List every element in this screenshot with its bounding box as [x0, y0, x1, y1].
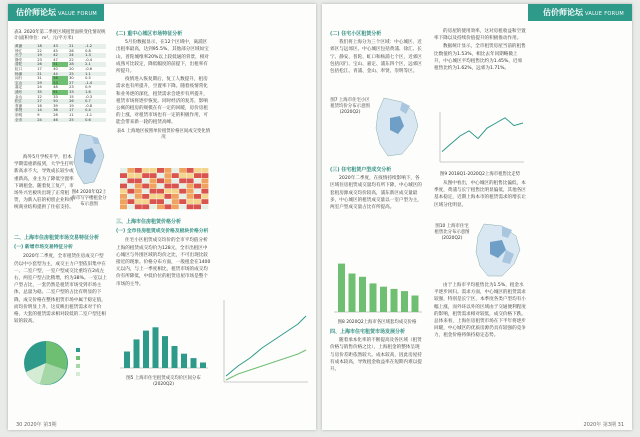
table-cell: 崇明	[15, 112, 23, 117]
heatmap-cell	[179, 204, 186, 209]
table-cell: 17	[68, 108, 84, 113]
heatmap-cell	[157, 199, 164, 204]
heatmap-cell	[187, 194, 194, 199]
table-cell: 0.4	[84, 108, 106, 113]
fig10-caption: 图10 上海市住宅租售比分布示意图(2020Q2)	[434, 224, 470, 241]
right-column-1	[330, 28, 424, 76]
bar	[359, 277, 366, 312]
table-cell: 35	[36, 90, 52, 95]
fig7-caption-box	[330, 96, 370, 118]
heatmap-cell	[164, 184, 171, 189]
shanghai-map-fig7	[372, 96, 424, 158]
table3-caption: 表3. 2020年第二季度区域租赁面积变化情况统计(面积单位：m²、元/平方米)	[14, 30, 106, 41]
pie-chart-fig	[16, 334, 106, 392]
fig10-caption-box	[434, 222, 470, 244]
heatmap-cell	[187, 204, 194, 209]
heatmap-cell	[179, 168, 186, 173]
table-cell: 23	[37, 57, 42, 62]
heatmap-cell	[179, 199, 186, 204]
heatmap-cell	[120, 173, 127, 178]
section-heading: 三、上海市住房租赁价格分析	[116, 219, 182, 225]
table-cell: 21	[68, 44, 84, 49]
section-heading: 四、上海市住宅租赁市场发展分析	[330, 329, 406, 335]
table-cell: 杨浦	[14, 72, 36, 77]
bar	[181, 354, 187, 368]
table-cell: 9	[37, 112, 40, 117]
table-cell: 36	[52, 108, 68, 113]
table-cell: 25	[68, 118, 84, 123]
heatmap-cell	[120, 204, 127, 209]
table-cell: 长宁	[14, 53, 36, 58]
paragraph: 住宅小区租赁成交均价的全市平均值分析上海的租赁成交均价为128元，全市出租区中心城区与外围区域的均价之比，不可出现比较接近的现象。价格分布方面，一般租金在1400元以内，与上一季度相比，租赁市场的成交均价有所降低，中低价位的租赁房屋市场是整个市场的主导。	[116, 238, 211, 287]
heatmap-cell	[157, 204, 164, 209]
heatmap-cell	[120, 178, 127, 183]
line-chart-fig9	[434, 108, 526, 168]
table-cell: 18	[36, 44, 52, 49]
table-cell: 全市	[14, 118, 36, 123]
table-cell: 46	[52, 118, 68, 123]
heatmap-cell	[157, 189, 164, 194]
table-cell: 20	[69, 66, 74, 71]
table-cell: 金山	[15, 94, 23, 99]
heatmap-cell	[164, 194, 171, 199]
heatmap-cell	[194, 189, 201, 194]
table-cell: 0.8	[85, 48, 91, 53]
bar	[143, 331, 149, 368]
table-cell: -0.6	[85, 66, 93, 71]
band-title: 估价师论坛	[542, 8, 583, 17]
left-header-band	[8, 4, 104, 21]
paragraph: 由于上海市平均租售比为1.5%，租金水平逐步回归。需求方面，中心城区的租赁需求较强，特别是长宁区，本季度各类户型均有小幅上涨，而外环以外的区域由于交通便利程度的影响，租赁需求相对较低，成交价格下跌。总体来看，上海住房租赁市场在下半年将逐步回暖，中心城区的优质房源仍具有较强的竞争力，租金价格将保持稳定态势。	[434, 283, 526, 339]
heatmap-cell	[150, 199, 157, 204]
heatmap-cell	[142, 178, 149, 183]
heatmap-cell	[164, 204, 171, 209]
table-cell: 16	[37, 103, 42, 108]
right-column-2	[434, 28, 526, 73]
heatmap-cell	[201, 199, 208, 204]
table-cell: 11	[69, 112, 74, 117]
heatmap-cell	[142, 189, 149, 194]
heatmap-cell	[194, 199, 201, 204]
heatmap-cell	[164, 178, 171, 183]
heatmap-cell	[179, 189, 186, 194]
band-subtitle: VALUE FORUM	[58, 11, 98, 17]
heatmap-cell	[135, 194, 142, 199]
table-cell: 28	[68, 62, 84, 67]
table-cell: 青浦	[15, 103, 23, 108]
fig4-caption: 图4 2020年Q2上海市写字楼租金分布示意图	[71, 190, 107, 207]
heatmap-fig5	[116, 166, 211, 212]
table-cell: 0.7	[84, 99, 106, 104]
heatmap-cell	[142, 204, 149, 209]
table-cell: -0.4	[85, 57, 93, 62]
heatmap-cell	[150, 204, 157, 209]
table-cell: 25	[68, 72, 84, 77]
left-column-2	[116, 28, 211, 143]
table-cell: 45	[53, 48, 58, 53]
right-column-2-mid	[434, 170, 526, 210]
fig5-caption: 表4. 上海地区按照单价租赁价格区间成交变化情况	[116, 128, 211, 140]
section-heading: 二、上海市住房租赁市场交易特征分析	[14, 235, 100, 241]
table-cell: 19	[36, 53, 52, 58]
table-cell: 徐汇	[15, 48, 23, 53]
heatmap-cell	[142, 168, 149, 173]
table-cell: 1.1	[84, 72, 106, 77]
table-cell: 14	[36, 108, 52, 113]
heatmap-cell	[164, 199, 171, 204]
bar-chart-fig8	[330, 256, 424, 318]
paragraph: 2020年二季度，全市租赁住房成交户型仍以中小套型为主，成交主力户型依旧集中在一、二室户型，一室户型成交比重均在2成左右，两室户型占比稍增，约为38%。一室以上户型占比，一套仍然是租赁市场受到市场主体，总量为稳。二室户型的占比有明显的下降，成交价格在整体租赁市场中属于稳定值，而均价明显上升，这反映出租赁需求对于价格，大套的租赁需求相对较低的二室户型还相较的较高。	[14, 254, 107, 325]
fig4-caption-box	[70, 188, 108, 210]
left-column-1	[14, 28, 106, 122]
heatmap-cell	[157, 178, 164, 183]
heatmap-cell	[142, 199, 149, 204]
table-cell: 50	[52, 99, 68, 104]
table-cell: 2.1	[84, 62, 106, 67]
heatmap-cell	[187, 178, 194, 183]
table-cell: 静安	[15, 57, 23, 62]
rent-table	[14, 44, 106, 122]
subsection-heading: (一) 新增市场交易特征分析	[14, 245, 73, 251]
paragraph: 数据统计显示，全市租赁房屋当前的租售比数值约为1.53%，相比去年同期略微上升，中心城区平均租售比约为1.45%，近郊租售比约为1.62%，远郊为1.71%。	[434, 44, 526, 72]
bar	[401, 291, 408, 312]
heatmap-cell	[172, 178, 179, 183]
left-column-1-lower	[14, 232, 108, 326]
paragraph: 我们将上海分为三个区域：中心城区、近郊区与远郊区。中心城区包括黄浦、徐汇、长宁、静安、普陀、虹口和杨浦七个区，近郊区包括闵行、宝山、嘉定、浦东四个区，远郊区包括松江、青浦、金山、奉贤、崇明等区。	[330, 40, 422, 75]
page-number-right: 2020年 第3期 31	[583, 422, 624, 428]
left-column-2-lower	[116, 216, 211, 289]
table-cell: 48	[53, 85, 58, 90]
heatmap-cell	[127, 184, 134, 189]
heatmap-cell	[187, 189, 194, 194]
table-cell: 21	[36, 72, 52, 77]
table-cell: 40	[53, 66, 58, 71]
fig6-caption-box	[116, 374, 211, 390]
heatmap-cell	[127, 199, 134, 204]
table-cell: 30	[69, 76, 74, 81]
heatmap-cell	[172, 184, 179, 189]
heatmap-cell	[157, 173, 164, 178]
table-cell: -1.4	[84, 81, 106, 86]
shanghai-map-fig4	[70, 132, 108, 186]
table-cell: 15	[69, 94, 74, 99]
left-page	[8, 4, 316, 430]
heatmap-cell	[194, 194, 201, 199]
fig7-caption: 图7 上海市住宅小区租赁均价分布示意图(2020Q2)	[330, 98, 370, 115]
table-cell: 19	[69, 103, 74, 108]
table-cell: 嘉定	[15, 85, 23, 90]
heatmap-cell	[150, 184, 157, 189]
heatmap-cell	[142, 173, 149, 178]
table-cell: 12	[37, 94, 42, 99]
fig9-caption: 图9 2018Q1-2020Q2上海市租售比走势	[439, 172, 521, 177]
heatmap-cell	[127, 178, 134, 183]
heatmap-cell	[164, 168, 171, 173]
bar	[162, 336, 168, 368]
heatmap-cell	[157, 168, 164, 173]
bar	[200, 363, 206, 369]
table-cell: -1.2	[84, 44, 106, 49]
table-cell: 28	[53, 112, 58, 117]
heatmap-cell	[187, 199, 194, 204]
table-cell: 39	[53, 103, 58, 108]
table-cell: 53	[52, 81, 68, 86]
table-cell: 47	[53, 57, 58, 62]
table-cell: 61	[52, 90, 68, 95]
heatmap-cell	[187, 173, 194, 178]
table-cell: 普陀	[14, 62, 36, 67]
heatmap-cell	[127, 173, 134, 178]
heatmap-cell	[172, 194, 179, 199]
heatmap-cell	[172, 204, 179, 209]
heatmap-cell	[135, 189, 142, 194]
page-number-left: 30 2020年 第3期	[16, 422, 57, 428]
bar	[124, 352, 130, 369]
heatmap-cell	[150, 168, 157, 173]
table-cell: 51	[52, 62, 68, 67]
heatmap-cell	[120, 194, 127, 199]
heatmap-cell	[120, 168, 127, 173]
bar	[172, 346, 178, 368]
table-cell: 松江	[14, 99, 36, 104]
heatmap-cell	[201, 189, 208, 194]
table-cell: 43	[52, 44, 68, 49]
heatmap-cell	[135, 199, 142, 204]
heatmap-cell	[127, 189, 134, 194]
heatmap-cell	[194, 184, 201, 189]
bar	[349, 274, 356, 313]
heatmap-cell	[142, 194, 149, 199]
table-cell: -1.1	[85, 112, 93, 117]
heatmap-cell	[164, 189, 171, 194]
heatmap-cell	[164, 173, 171, 178]
table-cell: 闵行	[15, 76, 23, 81]
band-title: 估价师论坛	[16, 8, 56, 17]
heatmap-cell	[127, 204, 134, 209]
left-column-1-text	[14, 154, 74, 213]
table-cell: 26	[68, 99, 84, 104]
heatmap-cell	[135, 204, 142, 209]
heatmap-cell	[127, 194, 134, 199]
heatmap-cell	[135, 184, 142, 189]
bar	[153, 327, 159, 368]
table-cell: 24	[36, 118, 52, 123]
heatmap-cell	[120, 189, 127, 194]
heatmap-cell	[157, 184, 164, 189]
heatmap-cell	[172, 199, 179, 204]
heatmap-cell	[201, 194, 208, 199]
table-cell: 44	[52, 72, 68, 77]
bar	[191, 358, 197, 368]
bar	[338, 264, 345, 312]
heatmap-cell	[135, 178, 142, 183]
paragraph: 的房屋的使用效率，这对房租收益和空置率下降以及持续价值提升的积极推动作用。	[434, 29, 526, 42]
right-column-1-lower	[330, 164, 424, 212]
bar-chart-fig6	[116, 322, 211, 372]
table-cell: 29	[36, 81, 52, 86]
table-cell: 56	[52, 76, 68, 81]
heatmap-cell	[157, 194, 164, 199]
table-cell: -0.8	[85, 103, 93, 108]
bar	[134, 339, 140, 368]
band-subtitle: VALUE FORUM	[584, 11, 624, 17]
table-cell: 26	[36, 62, 52, 67]
right-column-1-bottom	[330, 318, 424, 374]
heatmap-cell	[187, 168, 194, 173]
table-cell: 42	[52, 53, 68, 58]
paragraph: 5月份数据显示，在12个区域中，离浦区出租率最高，达到95.5%，其他部分区域如宝山、普陀城维率20%以上较低通的背景，相对成熟可比较定，降低幅度的前提下，出租率有所提升。	[116, 40, 209, 75]
heatmap-cell	[150, 189, 157, 194]
heatmap-cell	[150, 194, 157, 199]
bar	[370, 283, 377, 312]
table-cell: 1.3	[84, 53, 106, 58]
table-cell: 24	[37, 85, 42, 90]
scatter-chart	[218, 296, 312, 388]
heatmap-cell	[120, 199, 127, 204]
heatmap-cell	[150, 178, 157, 183]
table-cell: 黄浦	[14, 44, 36, 49]
section-heading: (二) 重中心城区市场特征分析	[116, 31, 183, 37]
heatmap-cell	[179, 194, 186, 199]
fig8-caption: 图8 2020Q2上海市各区域套均成交价格	[337, 320, 417, 325]
heatmap-cell	[179, 178, 186, 183]
table-cell: 22	[37, 48, 42, 53]
right-page	[322, 4, 632, 430]
heatmap-cell	[201, 184, 208, 189]
table-cell: 0.9	[85, 85, 91, 90]
heatmap-cell	[194, 204, 201, 209]
right-header-band	[528, 4, 632, 21]
heatmap-cell	[187, 184, 194, 189]
table-cell: 0.5	[85, 76, 91, 81]
table-cell: 31	[37, 76, 42, 81]
heatmap-cell	[201, 168, 208, 173]
table-cell: 22	[69, 57, 74, 62]
heatmap-cell	[172, 173, 179, 178]
section-heading: (三) 住宅租赁户型成交分析	[330, 167, 392, 173]
table-cell: 33	[53, 94, 58, 99]
heatmap-cell	[194, 173, 201, 178]
table-cell: 宝山	[14, 81, 36, 86]
shanghai-map-fig10	[472, 222, 526, 278]
heatmap-cell	[201, 178, 208, 183]
table-cell: 26	[69, 48, 74, 53]
table-cell: 虹口	[15, 66, 23, 71]
heatmap-cell	[172, 168, 179, 173]
bar	[391, 289, 398, 312]
heatmap-cell	[201, 204, 208, 209]
heatmap-cell	[179, 184, 186, 189]
section-heading: (二) 住宅小区租赁分析	[330, 31, 382, 37]
table-cell: 1.6	[84, 90, 106, 95]
paragraph: 疫情进入恢复期后，复工人数提升，租房需求也有所提升，空置率下降。随着疫情常化和业务逐的深化，租赁需求会逐步有所提升，租赁市场将逐步恢复。同时经济的复苏，影响公寓的租房的规模在有一定的回暖，房价房租的上涨，对租赁市场也有一定的积极作用，可能会带来新一轮的租赁高峰。	[116, 77, 208, 126]
paragraph: 从图中看出，中心城区的租售比偏低，本季度，黄浦与长宁租售比明显偏低，其他各区基本稳定，近期上海本市的租赁需求的增长让区域分化明显。	[434, 181, 526, 208]
table-cell: 27	[68, 81, 84, 86]
subsection-heading: (一) 全市住房租赁成交价格及板块价格分析	[116, 229, 209, 235]
table-cell: 浦东	[14, 90, 36, 95]
table-cell: 17	[37, 66, 42, 71]
heatmap-cell	[142, 184, 149, 189]
heatmap-cell	[179, 173, 186, 178]
table-cell: 27	[36, 99, 52, 104]
heatmap-cell	[194, 168, 201, 173]
bar	[412, 296, 419, 313]
table-cell: -0.3	[85, 94, 93, 99]
paragraph: 海外5月学校开学，但本学期需重新报到，大学生打听新高求不大，导致成长较少或重新高，业主为了降低空置率下调租金。随着复工复产，市场外兴宅板块出现了正常租赁，为新入驻的初创企业和传统商业结构提供了住宿支持。	[14, 155, 74, 211]
bar	[380, 287, 387, 312]
heatmap-cell	[150, 173, 157, 178]
table-cell: 奉贤	[14, 108, 36, 113]
table-cell: 23	[69, 85, 74, 90]
heatmap-cell	[172, 189, 179, 194]
heatmap-cell	[201, 173, 208, 178]
paragraph: 随着承本化率的不断提高及各区域（租赁价格与销售价格之比），上海租金的整体呈现与房价差距依然较大。成本较高，因此房屋持有成本较高，导致租金收益率在短期内难以提升。	[330, 338, 422, 373]
heatmap-cell	[135, 173, 142, 178]
table-row	[14, 118, 106, 123]
table-cell: 0.6	[84, 118, 106, 123]
heatmap-cell	[135, 168, 142, 173]
table-cell: 24	[68, 53, 84, 58]
heatmap-cell	[127, 168, 134, 173]
table-cell: 33	[68, 90, 84, 95]
heatmap-cell	[120, 184, 127, 189]
fig6-caption: 图5 上海市住宅租赁成交均价区间分布(2020Q2)	[126, 376, 201, 387]
heatmap-cell	[194, 178, 201, 183]
paragraph: 2020年二季度，在疫情持续影响下，各区域住房租赁成交量均有所下降，中心城区的套租房源成交均价较高，浦东新区成交量最多，中心城区的租赁成交量以一室户型为主，两室户型成交量占比有所提高。	[330, 176, 422, 211]
right-column-2-lower	[434, 282, 526, 341]
